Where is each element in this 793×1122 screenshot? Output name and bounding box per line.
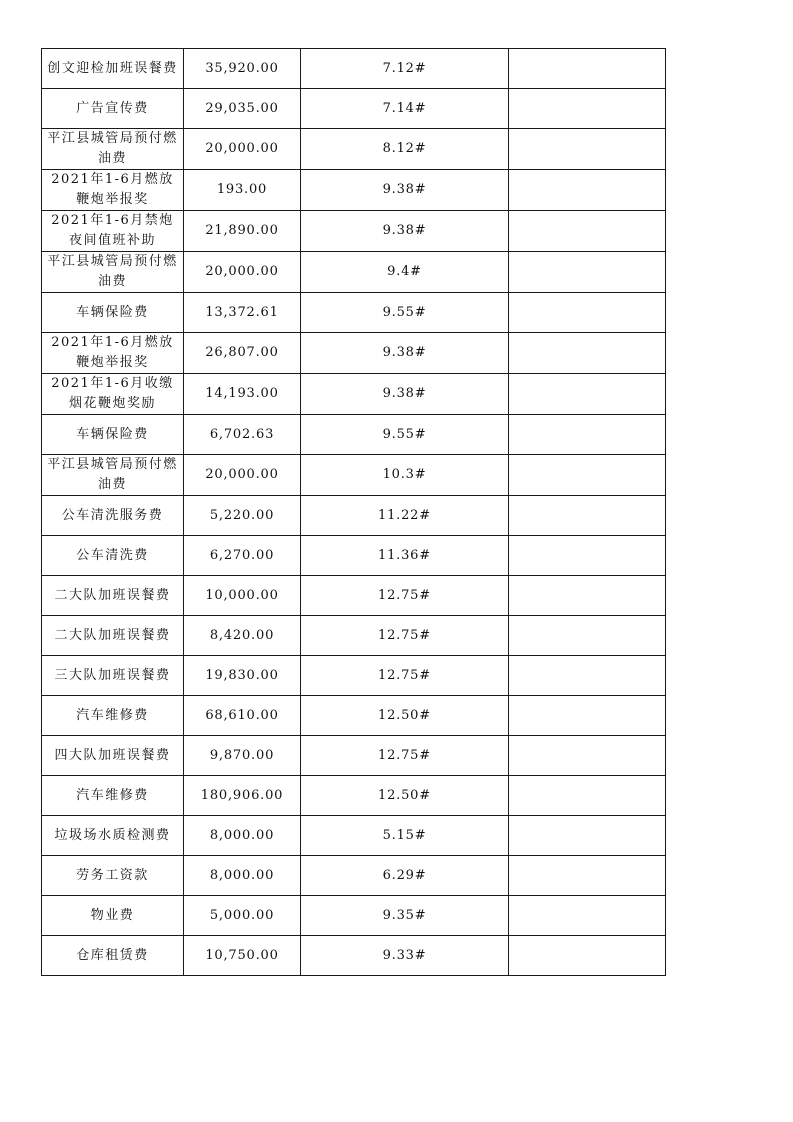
voucher-number-cell: 12.75# [301, 736, 509, 776]
expense-name-cell: 公车清洗费 [42, 536, 184, 576]
table-row [42, 455, 666, 496]
remark-cell [509, 333, 666, 374]
table-row [42, 576, 666, 616]
amount-cell: 13,372.61 [184, 293, 301, 333]
voucher-number-cell: 12.75# [301, 656, 509, 696]
expense-name-cell: 四大队加班误餐费 [42, 736, 184, 776]
expense-name-cell: 车辆保险费 [42, 293, 184, 333]
amount-cell: 5,220.00 [184, 496, 301, 536]
expense-name-cell: 2021年1-6月收缴烟花鞭炮奖励 [42, 374, 184, 415]
table-row [42, 816, 666, 856]
table-row [42, 736, 666, 776]
amount-cell: 20,000.00 [184, 455, 301, 496]
remark-cell [509, 496, 666, 536]
voucher-number-cell: 12.50# [301, 696, 509, 736]
voucher-number-cell: 7.14# [301, 89, 509, 129]
table-row [42, 333, 666, 374]
voucher-number-cell: 7.12# [301, 49, 509, 89]
remark-cell [509, 656, 666, 696]
expense-name-cell: 汽车维修费 [42, 696, 184, 736]
expense-name-cell: 物业费 [42, 896, 184, 936]
amount-cell: 10,000.00 [184, 576, 301, 616]
voucher-number-cell: 9.33# [301, 936, 509, 976]
table-row [42, 49, 666, 89]
table-row [42, 211, 666, 252]
expense-name-cell: 公车清洗服务费 [42, 496, 184, 536]
amount-cell: 19,830.00 [184, 656, 301, 696]
amount-cell: 20,000.00 [184, 252, 301, 293]
table-row [42, 374, 666, 415]
voucher-number-cell: 12.50# [301, 776, 509, 816]
voucher-number-cell: 5.15# [301, 816, 509, 856]
table-row [42, 293, 666, 333]
remark-cell [509, 374, 666, 415]
remark-cell [509, 170, 666, 211]
expense-name-cell: 车辆保险费 [42, 415, 184, 455]
table-row [42, 896, 666, 936]
voucher-number-cell: 9.35# [301, 896, 509, 936]
voucher-number-cell: 9.38# [301, 333, 509, 374]
voucher-number-cell: 9.38# [301, 374, 509, 415]
table-row [42, 936, 666, 976]
amount-cell: 14,193.00 [184, 374, 301, 415]
remark-cell [509, 856, 666, 896]
amount-cell: 8,000.00 [184, 816, 301, 856]
expense-name-cell: 平江县城管局预付燃油费 [42, 455, 184, 496]
remark-cell [509, 616, 666, 656]
remark-cell [509, 415, 666, 455]
expense-name-cell: 平江县城管局预付燃油费 [42, 252, 184, 293]
voucher-number-cell: 12.75# [301, 576, 509, 616]
table-row [42, 496, 666, 536]
voucher-number-cell: 12.75# [301, 616, 509, 656]
table-row [42, 696, 666, 736]
table-row [42, 856, 666, 896]
amount-cell: 10,750.00 [184, 936, 301, 976]
voucher-number-cell: 9.38# [301, 170, 509, 211]
table-row [42, 89, 666, 129]
amount-cell: 193.00 [184, 170, 301, 211]
expense-name-cell: 垃圾场水质检测费 [42, 816, 184, 856]
table-row [42, 776, 666, 816]
expense-name-cell: 2021年1-6月禁炮夜间值班补助 [42, 211, 184, 252]
expense-table-body [42, 49, 666, 976]
voucher-number-cell: 11.22# [301, 496, 509, 536]
expense-name-cell: 2021年1-6月燃放鞭炮举报奖 [42, 333, 184, 374]
remark-cell [509, 455, 666, 496]
expense-name-cell: 创文迎检加班误餐费 [42, 49, 184, 89]
remark-cell [509, 776, 666, 816]
amount-cell: 21,890.00 [184, 211, 301, 252]
amount-cell: 6,702.63 [184, 415, 301, 455]
expense-name-cell: 劳务工资款 [42, 856, 184, 896]
remark-cell [509, 896, 666, 936]
voucher-number-cell: 11.36# [301, 536, 509, 576]
amount-cell: 5,000.00 [184, 896, 301, 936]
expense-name-cell: 平江县城管局预付燃油费 [42, 129, 184, 170]
expense-name-cell: 二大队加班误餐费 [42, 576, 184, 616]
voucher-number-cell: 9.55# [301, 415, 509, 455]
expense-name-cell: 三大队加班误餐费 [42, 656, 184, 696]
voucher-number-cell: 9.4# [301, 252, 509, 293]
remark-cell [509, 211, 666, 252]
voucher-number-cell: 10.3# [301, 455, 509, 496]
remark-cell [509, 129, 666, 170]
amount-cell: 6,270.00 [184, 536, 301, 576]
remark-cell [509, 49, 666, 89]
remark-cell [509, 536, 666, 576]
remark-cell [509, 89, 666, 129]
amount-cell: 8,420.00 [184, 616, 301, 656]
amount-cell: 68,610.00 [184, 696, 301, 736]
expense-name-cell: 汽车维修费 [42, 776, 184, 816]
amount-cell: 26,807.00 [184, 333, 301, 374]
voucher-number-cell: 9.38# [301, 211, 509, 252]
expense-name-cell: 二大队加班误餐费 [42, 616, 184, 656]
table-row [42, 616, 666, 656]
amount-cell: 29,035.00 [184, 89, 301, 129]
amount-cell: 9,870.00 [184, 736, 301, 776]
amount-cell: 20,000.00 [184, 129, 301, 170]
expense-table [41, 48, 666, 976]
remark-cell [509, 293, 666, 333]
table-row [42, 129, 666, 170]
remark-cell [509, 936, 666, 976]
remark-cell [509, 736, 666, 776]
remark-cell [509, 816, 666, 856]
table-row [42, 252, 666, 293]
remark-cell [509, 696, 666, 736]
expense-name-cell: 2021年1-6月燃放鞭炮举报奖 [42, 170, 184, 211]
amount-cell: 180,906.00 [184, 776, 301, 816]
amount-cell: 8,000.00 [184, 856, 301, 896]
amount-cell: 35,920.00 [184, 49, 301, 89]
table-row [42, 415, 666, 455]
table-row [42, 170, 666, 211]
voucher-number-cell: 6.29# [301, 856, 509, 896]
voucher-number-cell: 8.12# [301, 129, 509, 170]
expense-name-cell: 广告宣传费 [42, 89, 184, 129]
remark-cell [509, 252, 666, 293]
voucher-number-cell: 9.55# [301, 293, 509, 333]
remark-cell [509, 576, 666, 616]
expense-name-cell: 仓库租赁费 [42, 936, 184, 976]
table-row [42, 536, 666, 576]
table-row [42, 656, 666, 696]
